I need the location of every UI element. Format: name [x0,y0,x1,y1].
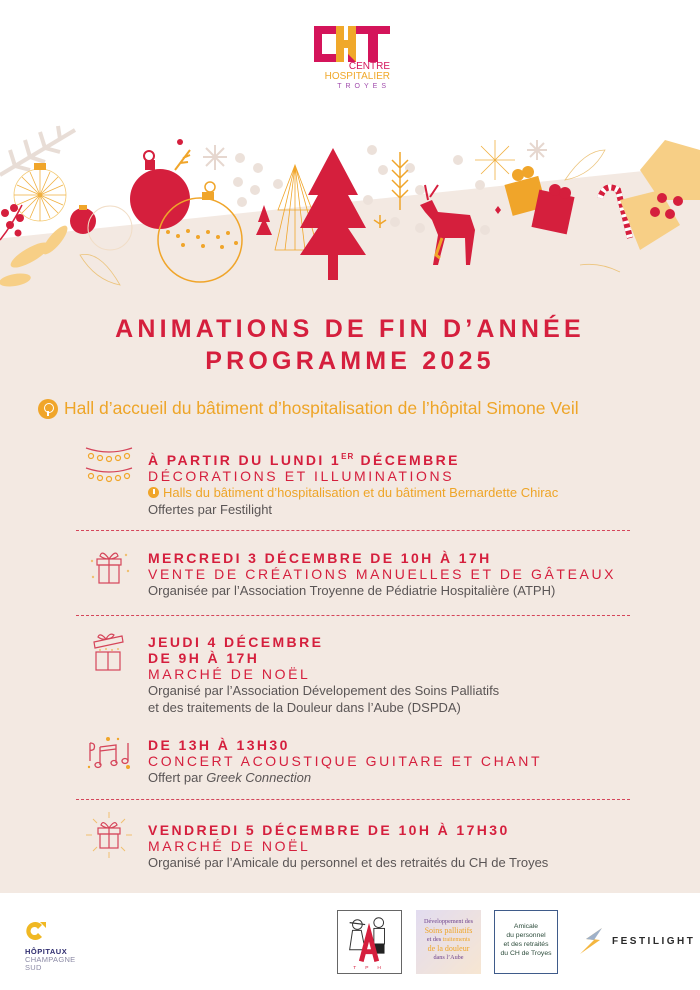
hopitaux-champagne-sud-logo [25,920,95,972]
main-location [38,398,579,419]
event-5-organizer: Organisé par l’Amicale du personnel et des retraités du CH de Troyes [148,855,549,870]
page-title-line2: PROGRAMME 2025 [205,347,495,375]
festilight-bolt-icon [578,928,606,954]
hcs-line1: HÔPITAUX [25,947,68,956]
reindeer-icon [420,185,475,265]
page-title-line1: ANIMATIONS DE FIN D’ANNÉE [115,315,585,343]
holly-icon [620,140,700,250]
event-5-title: MARCHÉ DE NOËL [148,838,311,854]
logo-line-hospitalier: HOSPITALIER [324,71,390,82]
leaf-branch-icon [0,222,71,288]
event-3-organizer-line2: et des traitements de la Douleur dans l’Aube (DSPDA) [148,700,461,715]
logo-line-centre: CENTRE [348,61,390,72]
starburst-icon [475,140,515,180]
festilight-logo [578,928,695,954]
event-5-date: VENDREDI 5 DÉCEMBRE DE 10H À 17H30 [148,822,510,838]
snowflake-icon [203,145,227,170]
atph-children-icon [338,911,401,973]
leaf-outline-icon [80,254,120,285]
event-1-organizer: Offertes par Festilight [148,502,273,517]
string-lights-icon [84,442,134,492]
cht-logo-mark-icon [314,26,390,62]
festilight-text: FESTILIGHT [612,935,696,947]
event-4 [148,737,542,786]
music-notes-icon [84,728,134,778]
cht-logo-text [314,62,390,92]
event-2-organizer: Organisée par l’Association Troyenne de Pédiatrie Hospitalière (ATPH) [148,583,556,598]
dashed-divider [76,615,630,616]
open-gift-icon [84,628,134,678]
hcs-line3: SUD [25,963,42,972]
event-1-location: Halls du bâtiment d’hospitalisation et du bâtiment Bernardette Chirac [148,484,558,501]
small-red-ornament-icon [70,205,96,234]
event-1 [148,449,558,518]
event-3-organizer-line1: Organisé par l’Association Dévelopement des Soins Palliatifs [148,683,500,698]
christmas-illustration [0,120,700,300]
event-3-title: MARCHÉ DE NOËL [148,666,311,682]
event-1-title: DÉCORATIONS ET ILLUMINATIONS [148,468,455,484]
event-2 [148,550,616,599]
faint-ornament-icon [88,206,132,250]
event-3-date-line2: DE 9H À 17H [148,650,260,666]
svg-text:T P H: T P H [353,966,385,972]
dashed-divider [76,799,630,800]
heart-icon [495,206,501,214]
pin-icon [38,399,58,419]
gold-fir-icon [374,152,408,228]
gifts-icon [504,166,574,234]
hcs-logo-mark-icon [25,920,47,942]
gift-burst-icon [84,810,134,860]
dashed-divider [76,530,630,531]
hcs-line2: CHAMPAGNE [25,955,76,964]
event-5 [148,822,548,871]
event-4-organizer: Offert par Greek Connection [148,770,312,785]
event-1-date: À PARTIR DU LUNDI 1ER DÉCEMBRE [148,452,460,468]
event-3-date-line1: JEUDI 4 DÉCEMBRE [148,634,324,650]
small-red-tree-icon [256,205,272,235]
sunburst-ornament-icon [14,163,66,221]
pin-icon [148,487,159,498]
snowflake-icon-2 [527,140,547,160]
gift-sparkle-icon [84,542,134,592]
event-4-date: DE 13H À 13H30 [148,737,290,753]
main-location-text: Hall d’accueil du bâtiment d’hospitalisation de l’hôpital Simone Veil [64,398,579,418]
event-2-title: VENTE DE CRÉATIONS MANUELLES ET DE GÂTEAUX [148,566,617,582]
logo-line-troyes: TROYES [337,83,390,90]
cht-logo [314,26,394,98]
gold-sprig-icon [175,150,190,170]
event-4-title: CONCERT ACOUSTIQUE GUITARE ET CHANT [148,753,543,769]
berries-icon [0,204,42,249]
amicale-logo: Amicale du personnel et des retraités du CH de Troyes [494,910,558,974]
red-christmas-tree-icon [300,148,366,280]
event-3 [148,634,499,716]
event-2-date: MERCREDI 3 DÉCEMBRE DE 10H À 17H [148,550,492,566]
dspda-logo: Développement des Soins palliatifs et des traitements de la douleur dans l’Aube [416,910,481,974]
atph-logo [337,910,402,974]
